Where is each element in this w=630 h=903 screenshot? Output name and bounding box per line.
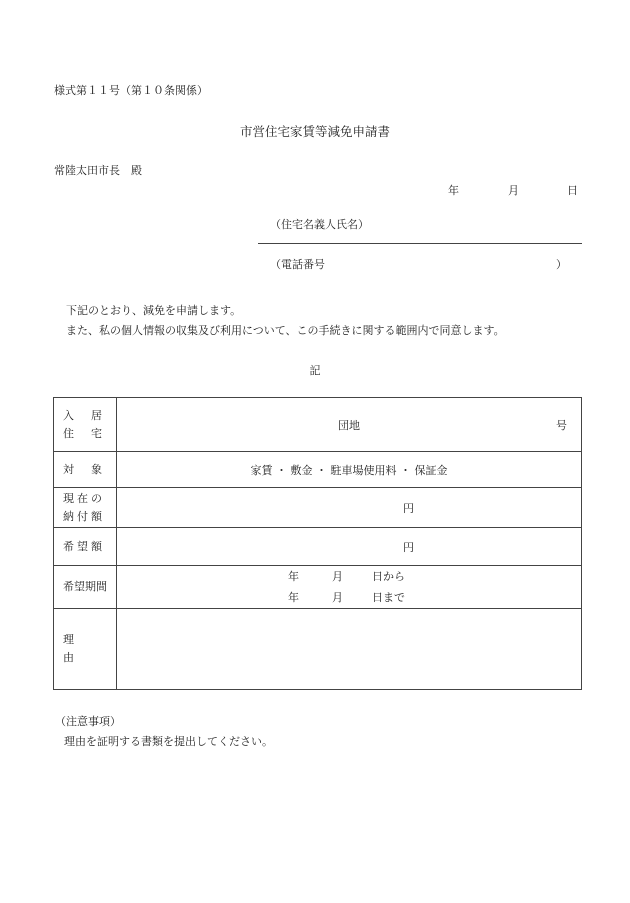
applicant-name-label: （住宅名義人氏名） (270, 218, 369, 231)
period-to-line (117, 587, 581, 608)
date-year-label: 年 (448, 184, 459, 197)
value-desired-amount[interactable] (117, 528, 582, 566)
period-to-month: 月 (332, 591, 343, 604)
current-yen-unit: 円 (403, 501, 414, 515)
label-current-line1: 現在の (63, 491, 105, 505)
label-reason (54, 609, 139, 690)
request-paragraph: 下記のとおり、減免を申請します。 (66, 304, 242, 317)
label-residence (54, 398, 117, 452)
label-target-text: 対 象 (63, 462, 105, 476)
period-from-line (117, 566, 581, 587)
target-options: 家賃 ・ 敷金 ・ 駐車場使用料 ・ 保証金 (250, 463, 448, 477)
desired-yen-unit: 円 (403, 540, 414, 554)
row-residence (54, 398, 582, 452)
phone-label: （電話番号 (270, 258, 325, 271)
row-current-amount (54, 488, 582, 528)
danchi-label: 団地 (338, 418, 360, 432)
phone-close-paren: ） (556, 258, 567, 271)
date-month-label: 月 (508, 184, 519, 197)
value-residence[interactable] (117, 398, 582, 452)
row-period (54, 566, 582, 609)
period-from-month: 月 (332, 570, 343, 583)
row-desired-amount (54, 528, 582, 566)
value-reason[interactable] (117, 609, 582, 690)
form-number: 様式第１１号（第１０条関係） (54, 84, 208, 97)
label-residence-line2: 住 宅 (63, 426, 105, 440)
label-target (54, 452, 117, 488)
applicant-name-underline (258, 243, 582, 244)
row-reason (54, 609, 582, 690)
date-day-label: 日 (567, 184, 578, 197)
row-target (54, 452, 582, 488)
label-residence-line1: 入 居 (63, 408, 105, 422)
go-label: 号 (556, 418, 567, 432)
period-from-year: 年 (288, 570, 299, 583)
period-to-year: 年 (288, 591, 299, 604)
ki-heading: 記 (309, 364, 321, 377)
label-reason-text: 理 由 (63, 633, 139, 664)
value-target[interactable] (117, 452, 582, 488)
label-period-text: 希望期間 (63, 580, 107, 593)
notes-text: 理由を証明する書類を提出してください。 (64, 735, 273, 748)
value-current-amount[interactable] (117, 488, 582, 528)
label-period (54, 566, 117, 609)
document-title: 市営住宅家賃等減免申請書 (239, 124, 390, 139)
label-desired-amount (54, 528, 117, 566)
period-to-day: 日まで (372, 591, 405, 604)
notes-heading: （注意事項） (55, 715, 121, 728)
label-current-line2: 納付額 (63, 509, 105, 523)
label-desired-text: 希望額 (63, 539, 105, 553)
consent-paragraph: また、私の個人情報の収集及び利用について、この手続きに関する範囲内で同意します。 (66, 324, 505, 337)
application-table (53, 397, 582, 690)
label-current-amount (54, 488, 117, 528)
value-period[interactable] (117, 566, 582, 609)
addressee: 常陸太田市長 殿 (54, 164, 142, 177)
period-from-day: 日から (372, 570, 405, 583)
